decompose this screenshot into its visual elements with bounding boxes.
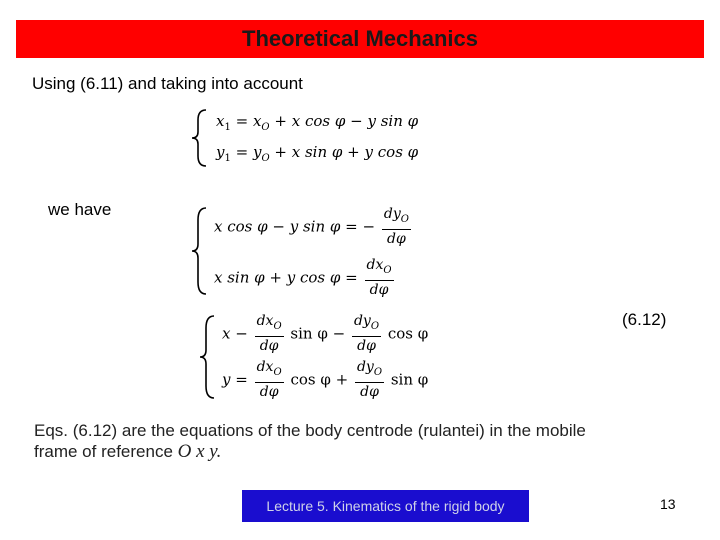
equation-number: (6.12) — [622, 310, 667, 329]
footer-lecture-box — [242, 490, 529, 522]
equation-row: y = $\frac{dx_O}{d\varphi}$ cos φ + $\frac{dy_O}{d\varphi}$ sin φ — [222, 359, 429, 400]
brace-icon — [190, 108, 210, 168]
conclusion-text: Eqs. (6.12) are the equations of the body centrode (rulantei) in the mobile frame of reference O x y. — [34, 421, 586, 462]
intro-text: Using (6.11) and taking into account — [32, 74, 303, 93]
footer-lecture-text: Lecture 5. Kinematics of the rigid body — [266, 498, 505, 514]
brace-icon — [198, 314, 218, 400]
equation-row: $y_1 = y_O + x$ sin φ + y cos φ — [216, 143, 419, 164]
frame-symbol: O x y. — [177, 441, 222, 462]
brace-icon — [190, 206, 210, 296]
equation-row: x sin φ + y cos φ = $\frac{dx_O}{d\varphi}$ — [214, 257, 392, 298]
we-have-text: we have — [48, 200, 112, 219]
title-bar — [16, 20, 704, 58]
equation-row: x − $\frac{dx_O}{d\varphi}$ sin φ − $\frac{dy_O}{d\varphi}$ cos φ — [222, 313, 429, 354]
page-number: 13 — [660, 496, 676, 512]
page-title: Theoretical Mechanics — [242, 26, 478, 51]
equation-row: $x_1 = x_O + x$ cos φ − y sin φ — [216, 112, 419, 133]
equation-row: x cos φ − y sin φ = − $\frac{dy_O}{d\varphi}$ — [214, 206, 409, 247]
